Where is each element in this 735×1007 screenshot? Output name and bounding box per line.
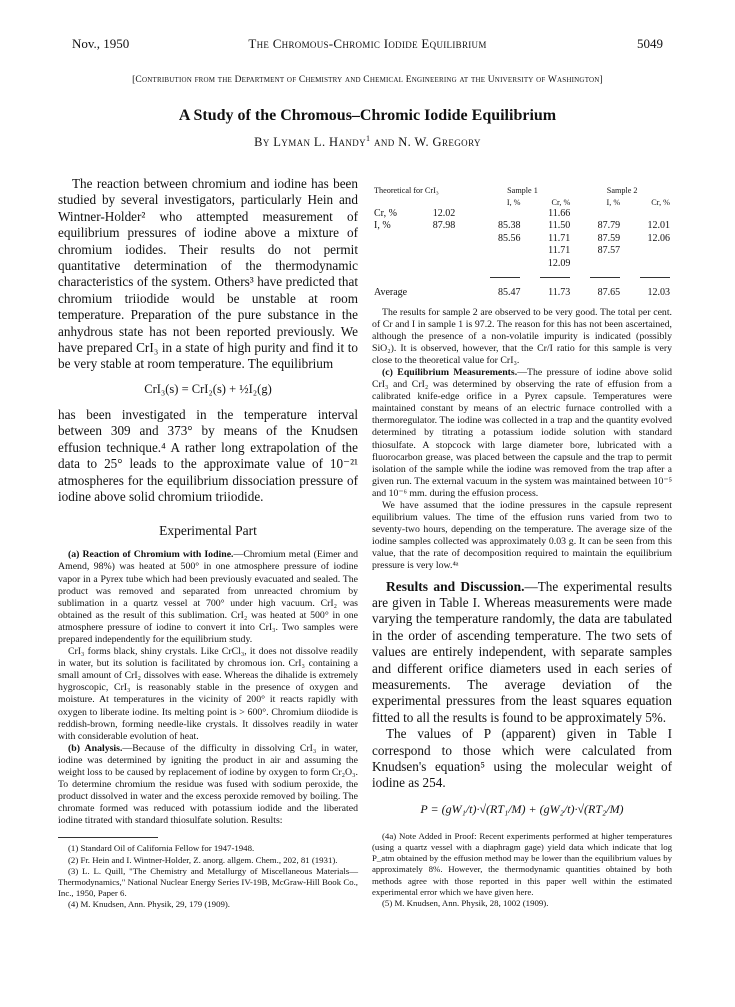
table-cell: Average [374, 286, 408, 298]
paragraph-reaction-body: —Chromium metal (Eimer and Amend, 98%) was heated at 500° in one atmosphere pressure of iodine vapor in a Pyrex tube which had been previously evacuated and sealed. The product was removed and separated from unreacted chromium by sublimation in a quartz vessel at 700° under high vacuum. CrI₂ was obtained as the result of this sublimation. CrI₂ was heated at 500° in one atmosphere pressure of iodine to convert it into CrI₃. Two samples were prepared independently for the equilibrium study. [58, 549, 358, 645]
table-cell: 12.03 [647, 286, 670, 298]
underline-rule [540, 277, 570, 278]
paragraph-sample-results: The results for sample 2 are observed to be very good. The total per cent. of Cr and I in sample 1 is 97.2. The reason for this has not been ascertained, although the presence of a non-volatile impurity is indicated (possibly SiO₂). It is observed, however, that the Cr/I ratio for this sample is very close to the theoretical value for CrI₃. [372, 306, 672, 366]
table-header-theoretical: Theoretical for CrI₃ [374, 185, 439, 195]
footnote-divider [58, 837, 158, 838]
paragraph-analysis-head: (b) Analysis. [68, 742, 123, 754]
table-cell: 87.57 [597, 245, 621, 257]
underline-rule [490, 277, 520, 278]
table-cell [622, 245, 672, 258]
page-number: 5049 [637, 36, 663, 51]
paragraph-analysis-body: —Because of the difficulty in dissolving CrI₃ in water, iodine was determined by igniting the product in air and assuming the weight loss to be caused by replacement of iodine by oxygen to form Cr₂O₃. To determine chromium the residue was fused with sodium peroxide, the product dissolved in water and the excess peroxide removed by boiling. The chromate formed was reduced with potassium iodide and the liberated iodine titrated with standard thiosulfate solution. Results: [58, 742, 358, 827]
paragraph-equilibrium-body: —The pressure of iodine above solid CrI₃ and CrI₂ was determined by observing the rate of effusion from a calibrated knife-edge orifice in a Pyrex capsule. Temperatures were maintained constant by means of an electric furnace controlled with a thermoregulator. The iodine was collected in a trap and the quantity evolved determined by titrating a potassium iodide solution with standard thiosulfate. A stopcock with large diameter bore, lubricated with a fluorocarbon grease, was placed between the capsule and the trap to permit isolation of the sample while the iodine was removed from the trap after a given run. The external vacuum in the system was maintained between 10⁻⁵ and 10⁻⁶ mm. during the effusion process. [372, 366, 672, 499]
table-cell [473, 207, 523, 220]
paragraph-cri3-properties: CrI₃ forms black, shiny crystals. Like CrCl₃, it does not dissolve readily in water, but its solution is facilitated by chromous ion. CrI₃ containing a small amount of CrI₂ dissolves with ease. Whereas the dihalide is extremely hygroscopic, CrI₃ is reasonably stable in the presence of oxygen and moisture. At temperatures in the vicinity of 200° it reacts rapidly with oxygen to liberate iodine. Its melting point is > 600°. Chromium diiodide is reddish-brown, forming needle-like crystals. It dissolves readily in water with considerable evolution of heat. [58, 646, 358, 742]
right-column [372, 176, 672, 909]
footnote-2: (2) Fr. Hein and I. Wintner-Holder, Z. anorg. allgem. Chem., 202, 81 (1931). [68, 854, 338, 865]
table-cell [372, 257, 431, 270]
table-cell: Cr, % [374, 207, 397, 219]
table-cell: 12.02 [432, 207, 456, 219]
table-row [372, 207, 672, 220]
paragraph-reaction [58, 549, 358, 646]
table-cell: 85.56 [497, 232, 521, 244]
running-head [72, 36, 663, 52]
table-cell [431, 232, 473, 245]
footnote-4: (4) M. Knudsen, Ann. Physik, 29, 179 (1909). [68, 899, 231, 910]
table-header-sample2: Sample 2 [606, 185, 638, 195]
footnote-5: (5) M. Knudsen, Ann. Physik, 28, 1002 (1909). [382, 898, 549, 909]
author-rest: and N. W. Gregory [370, 135, 481, 150]
table-cell: 85.47 [497, 286, 521, 298]
results-heading: Results and Discussion. [386, 578, 525, 594]
table-cell: 11.73 [548, 286, 571, 298]
table-cell: 85.38 [497, 220, 521, 232]
table-cell [431, 257, 473, 270]
table-cell: 87.98 [432, 220, 456, 232]
table-cell [622, 270, 672, 283]
table-cell [522, 270, 572, 283]
table-cell [572, 270, 622, 283]
table-header-sample1: Sample 1 [507, 185, 538, 195]
section-heading-experimental: Experimental Part [159, 523, 257, 539]
table-row [372, 232, 672, 245]
table-cell [431, 282, 473, 299]
table-subheader-i1: I, % [506, 198, 521, 207]
running-title: The Chromous-Chromic Iodide Equilibrium [248, 36, 487, 51]
intro-paragraph: The reaction between chromium and iodine has been studied by several investigators, particularly Hein and Wintner-Holder² who attempted measurement of equilibrium pressures of iodine above a mixture of chromium iodides. Their results do not permit quantitative determination of the thermodynamic characteristics of the system. Others³ have predicted that chromium triiodide would be unstable at room temperature. Preparation of the pure substance in the anhydrous state has not been reported previously. We have prepared CrI₃ in a state of high purity and find it to be very stable at room temperature. The equilibrium [58, 176, 358, 372]
table-cell: I, % [374, 220, 391, 232]
table-subheader-cr1: Cr, % [551, 198, 571, 207]
table-cell [572, 207, 622, 220]
table-cell: 11.66 [548, 207, 571, 219]
table-cell: 12.09 [547, 257, 571, 269]
table-subheader-i2: I, % [606, 198, 621, 207]
paragraph-equilibrium-head: (c) Equilibrium Measurements. [382, 366, 518, 378]
table-cell [372, 245, 431, 258]
paragraph-knudsen: The values of P (apparent) given in Table I correspond to those which were calculated from Knudsen's equation⁵ using the molecular weight of iodine as 254. [372, 726, 672, 791]
table-cell: 12.06 [647, 232, 670, 244]
knudsen-equation: P = (gW₁/t)·√(RT₁/M) + (gW₂/t)·√(RT₂/M) [420, 801, 624, 816]
paragraph-reaction-head: (a) Reaction of Chromium with Iodine. [68, 549, 234, 561]
results-body: —The experimental results are given in Table I. Whereas measurements were made varying the temperature randomly, the data are tabulated in the order of ascending temperature. The two sets of values are entirely independent, with separate samples and different orifice diameters used in each series of measurements. The average deviation of the experimental pressures from the least squares equation fitted to all the results is found to be approximately 5%. [372, 578, 672, 725]
author-line [60, 134, 675, 150]
table-row [372, 257, 672, 270]
analysis-table [372, 182, 672, 299]
table-cell: 87.65 [597, 286, 621, 298]
author-footnote-mark: 1 [366, 134, 371, 143]
table-cell [431, 245, 473, 258]
table-rule-row [372, 270, 672, 283]
table-cell [473, 257, 523, 270]
underline-rule [640, 277, 670, 278]
issue-date: Nov., 1950 [72, 36, 130, 51]
table-cell [431, 270, 473, 283]
footnote-1: (1) Standard Oil of California Fellow for 1947-1948. [68, 843, 255, 854]
table-cell [431, 195, 473, 208]
table-subheader-row [372, 195, 672, 208]
table-row [372, 245, 672, 258]
left-column [58, 176, 358, 911]
table-cell [572, 257, 622, 270]
underline-rule [590, 277, 620, 278]
article-title: A Study of the Chromous–Chromic Iodide Equilibrium [178, 107, 557, 124]
table-average-row [372, 282, 672, 299]
table-cell [372, 232, 431, 245]
footnote-3: (3) L. L. Quill, "The Chemistry and Metallurgy of Miscellaneous Materials—Thermodynamics," National Nuclear Energy Series IV-19B, McGraw-Hill Book Co., Inc., 1950, Paper 6. [58, 865, 358, 899]
table-cell [622, 207, 672, 220]
equilibrium-equation: CrI₃(s) = CrI₂(s) + ½I₂(g) [144, 381, 272, 396]
author-first: By Lyman L. Handy [254, 135, 367, 150]
table-cell [473, 270, 523, 283]
paragraph-analysis [58, 743, 358, 828]
table-cell [622, 257, 672, 270]
table-subheader-cr2: Cr, % [651, 198, 670, 207]
table-cell: 87.59 [597, 232, 621, 244]
intro-continuation: has been investigated in the temperature interval between 309 and 373° by means of the Knudsen effusion technique.⁴ A rather long extrapolation of the data to 25° leads to the approximate value of 10⁻²¹ atmospheres for the equilibrium dissociation pressure of iodine above solid chromium triiodide. [58, 406, 358, 504]
table-cell [372, 270, 431, 283]
table-cell [473, 245, 523, 258]
footnote-4a: (4a) Note Added in Proof: Recent experiments performed at higher temperatures (using a quartz vessel with a diaphragm gage) yield data which indicate that log P_atm obtained by the effusion method may be lower than the equilibrium values by approximately 8%. However, the thermodynamic quantities obtained by both methods agree with those reported in this paper well within the estimated experimental error which we have given here. [372, 830, 672, 897]
table-cell [372, 195, 431, 208]
table-cell: 87.79 [597, 220, 621, 232]
paragraph-assumption: We have assumed that the iodine pressures in the capsule represent equilibrium values. The time of the effusion runs varied from two to seventy-two hours, depending on the temperature. The average size of the iodine samples collected was approximately 0.03 g. It can be seen from this value, that the rate of decomposition required to maintain the equilibrium pressure is very low.⁴ᵃ [372, 500, 672, 572]
table-cell: 12.01 [647, 220, 670, 232]
paragraph-results [372, 579, 672, 727]
table-cell: 11.71 [548, 232, 571, 244]
table-row [372, 220, 672, 233]
table-cell: 11.71 [548, 245, 571, 257]
table-header-row [372, 182, 672, 195]
table-cell: 11.50 [548, 220, 571, 232]
contribution-line: [Contribution from the Department of Chemistry and Chemical Engineering at the University of Washington] [132, 75, 603, 85]
paragraph-equilibrium [372, 367, 672, 500]
